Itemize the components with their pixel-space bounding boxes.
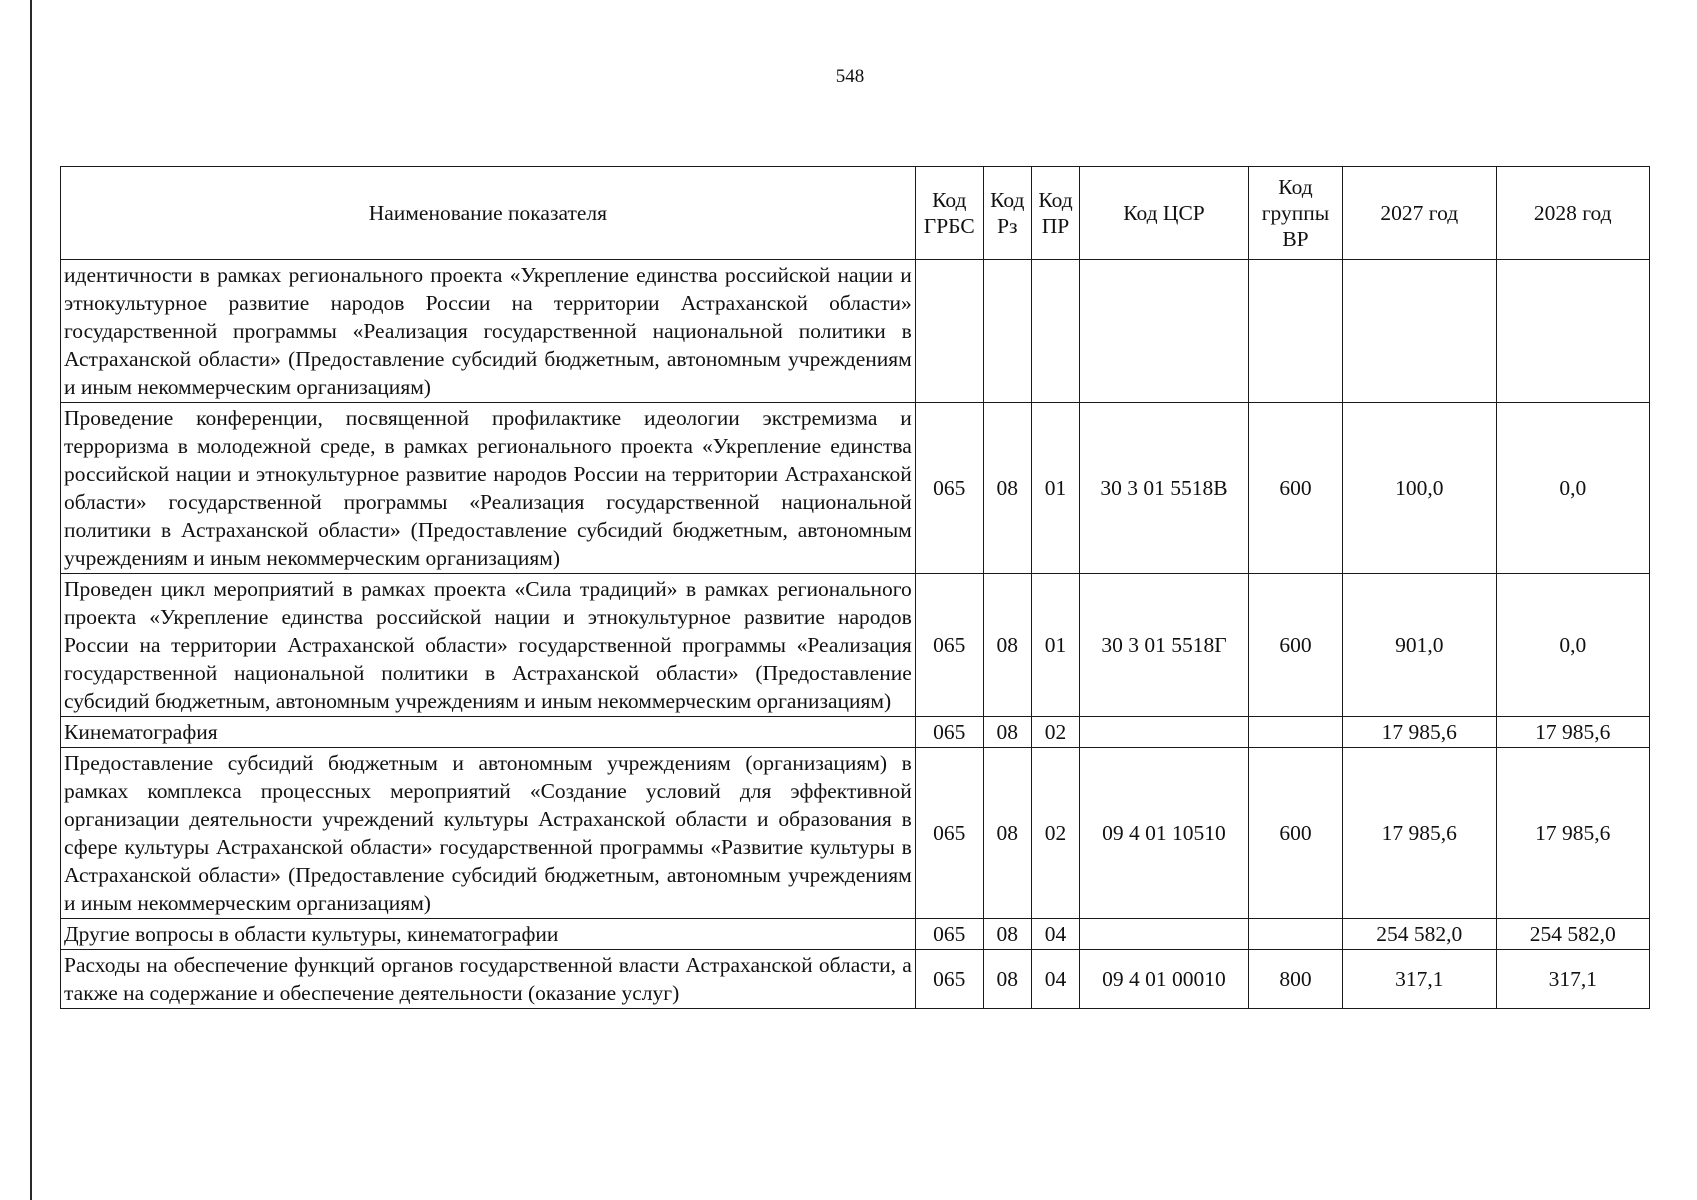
- table-header-row: [61, 167, 1650, 260]
- row-rz: 08: [983, 717, 1031, 748]
- table-row: [61, 260, 1650, 403]
- scan-margin-line: [30, 0, 32, 1200]
- row-2027: [1343, 260, 1496, 403]
- header-grbs: Код ГРБС: [915, 167, 983, 260]
- row-vr: [1248, 717, 1342, 748]
- row-pr: 04: [1031, 919, 1079, 950]
- row-name: Проведение конференции, посвященной профилактике идеологии экстремизма и терроризма в молодежной среде, в рамках регионального проекта «Укрепление единства российской нации и этнокультурное развитие народов России на территории Астраханской области» государственной программы «Реализация государственной национальной политики в Астраханской области» (Предоставление субсидий бюджетным, автономным учреждениям и иным некоммерческим организациям): [61, 403, 916, 574]
- page-number: 548: [835, 66, 865, 87]
- table-row: [61, 950, 1650, 1009]
- row-pr: 02: [1031, 748, 1079, 919]
- row-2028: 254 582,0: [1496, 919, 1650, 950]
- row-vr: [1248, 260, 1342, 403]
- row-grbs: 065: [915, 717, 983, 748]
- row-rz: 08: [983, 950, 1031, 1009]
- row-rz: 08: [983, 574, 1031, 717]
- row-name: Проведен цикл мероприятий в рамках проекта «Сила традиций» в рамках регионального проекта «Укрепление единства российской нации и этнокультурное развитие народов России на территории Астраханской области» государственной программы «Реализация государственной национальной политики в Астраханской области» (Предоставление субсидий бюджетным, автономным учреждениям и иным некоммерческим организациям): [61, 574, 916, 717]
- row-2028: [1496, 260, 1650, 403]
- row-vr: 600: [1248, 403, 1342, 574]
- row-grbs: 065: [915, 950, 983, 1009]
- row-2028: 0,0: [1496, 574, 1650, 717]
- row-pr: 04: [1031, 950, 1079, 1009]
- header-vr: Код группы ВР: [1248, 167, 1342, 260]
- row-2027: 317,1: [1343, 950, 1496, 1009]
- row-csr: [1080, 919, 1249, 950]
- row-vr: 600: [1248, 748, 1342, 919]
- row-2028: 17 985,6: [1496, 748, 1650, 919]
- table-row: [61, 717, 1650, 748]
- row-csr: 09 4 01 10510: [1080, 748, 1249, 919]
- row-pr: 01: [1031, 574, 1079, 717]
- table-row: [61, 574, 1650, 717]
- row-grbs: 065: [915, 403, 983, 574]
- row-rz: 08: [983, 919, 1031, 950]
- row-2028: 317,1: [1496, 950, 1650, 1009]
- header-csr: Код ЦСР: [1080, 167, 1249, 260]
- row-vr: 600: [1248, 574, 1342, 717]
- row-2027: 17 985,6: [1343, 717, 1496, 748]
- budget-table: [60, 166, 1650, 1009]
- row-2028: 17 985,6: [1496, 717, 1650, 748]
- row-2027: 100,0: [1343, 403, 1496, 574]
- row-name: идентичности в рамках регионального проекта «Укрепление единства российской нации и этнокультурное развитие народов России на территории Астраханской области» государственной программы «Реализация государственной национальной политики в Астраханской области» (Предоставление субсидий бюджетным, автономным учреждениям и иным некоммерческим организациям): [61, 260, 916, 403]
- row-pr: [1031, 260, 1079, 403]
- row-name: Расходы на обеспечение функций органов государственной власти Астраханской области, а также на содержание и обеспечение деятельности (оказание услуг): [61, 950, 916, 1009]
- row-csr: [1080, 717, 1249, 748]
- row-rz: 08: [983, 403, 1031, 574]
- row-vr: [1248, 919, 1342, 950]
- table-row: [61, 748, 1650, 919]
- row-name: Кинематография: [61, 717, 916, 748]
- row-grbs: 065: [915, 748, 983, 919]
- row-name: Другие вопросы в области культуры, кинематографии: [61, 919, 916, 950]
- table-row: [61, 919, 1650, 950]
- row-name: Предоставление субсидий бюджетным и автономным учреждениям (организациям) в рамках комплекса процессных мероприятий «Создание условий для эффективной организации деятельности учреждений культуры Астраханской области и образования в сфере культуры Астраханской области» государственной программы «Развитие культуры в Астраханской области» (Предоставление субсидий бюджетным, автономным учреждениям и иным некоммерческим организациям): [61, 748, 916, 919]
- row-grbs: [915, 260, 983, 403]
- header-pr: Код ПР: [1031, 167, 1079, 260]
- header-name: Наименование показателя: [61, 167, 916, 260]
- row-pr: 01: [1031, 403, 1079, 574]
- row-csr: [1080, 260, 1249, 403]
- row-2027: 901,0: [1343, 574, 1496, 717]
- header-rz: Код Рз: [983, 167, 1031, 260]
- row-csr: 30 3 01 5518Г: [1080, 574, 1249, 717]
- row-grbs: 065: [915, 919, 983, 950]
- header-2027: 2027 год: [1343, 167, 1496, 260]
- row-2027: 254 582,0: [1343, 919, 1496, 950]
- row-csr: 09 4 01 00010: [1080, 950, 1249, 1009]
- row-csr: 30 3 01 5518В: [1080, 403, 1249, 574]
- row-grbs: 065: [915, 574, 983, 717]
- row-rz: [983, 260, 1031, 403]
- row-pr: 02: [1031, 717, 1079, 748]
- row-2028: 0,0: [1496, 403, 1650, 574]
- row-vr: 800: [1248, 950, 1342, 1009]
- header-2028: 2028 год: [1496, 167, 1650, 260]
- table-row: [61, 403, 1650, 574]
- row-rz: 08: [983, 748, 1031, 919]
- row-2027: 17 985,6: [1343, 748, 1496, 919]
